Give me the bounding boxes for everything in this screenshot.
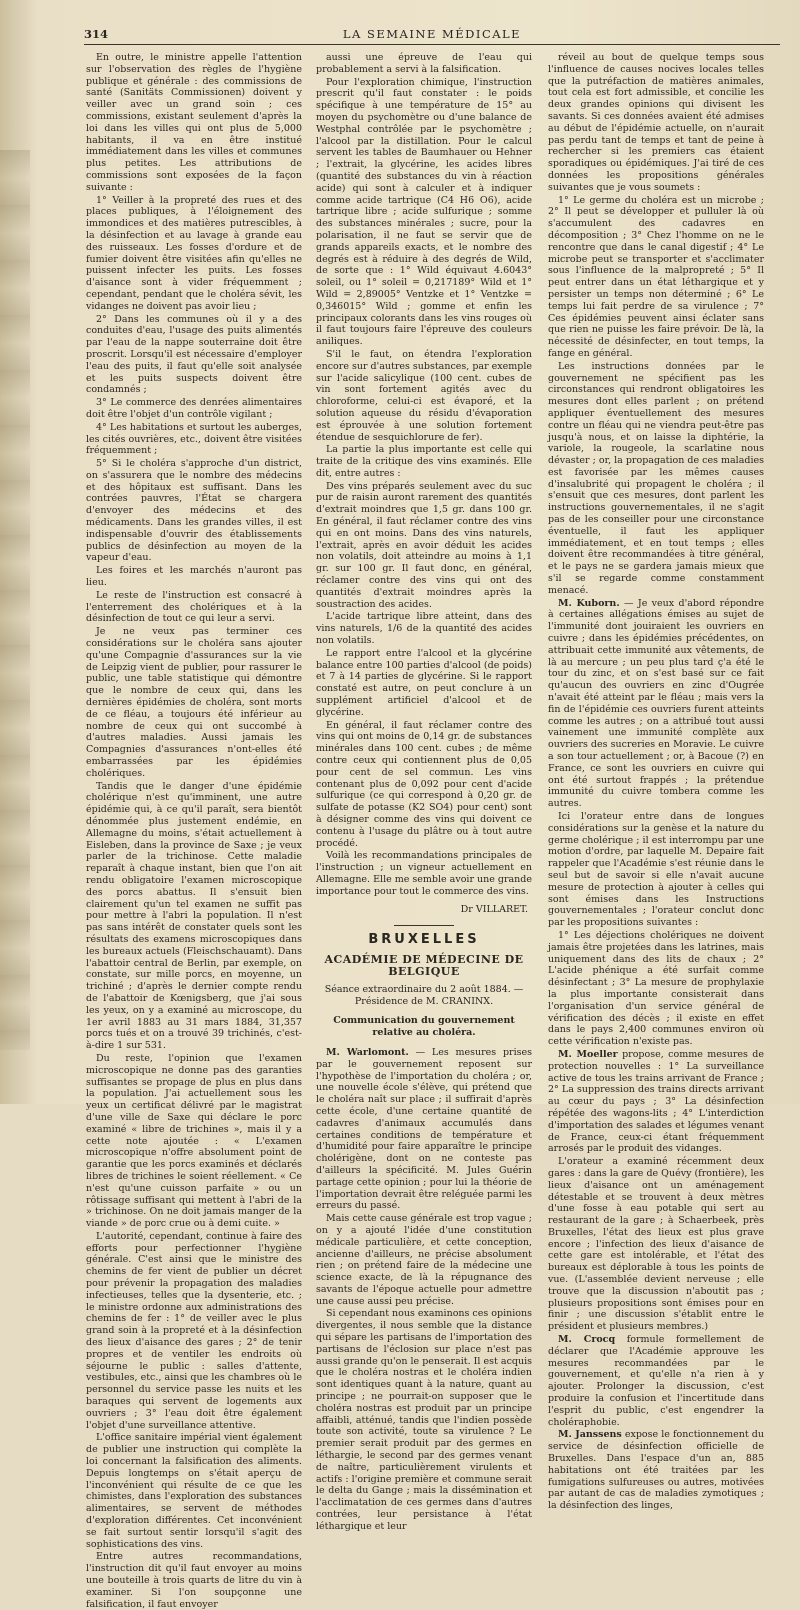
paragraph [316, 1047, 532, 1212]
speaker-name: M. Janssens [558, 1429, 622, 1441]
paragraph-text: expose le fonctionnement du service de désinfection officielle de Bruxelles. Dans l'espace d'un an, 885 habitations ont été traitées par les fumigations sulfureuses ou autres, motivées par autant de cas de maladies zymotiques ; la désinfection des linges, [548, 1429, 764, 1512]
paragraph: La partie la plus importante est celle qui traite de la critique des vins examinés. Elle dit, entre autres : [316, 444, 532, 479]
paragraph: 2° Dans les communes où il y a des conduites d'eau, l'usage des puits alimentés par l'eau de la nappe souterraine doit être proscrit. Lorsqu'il est nécessaire d'employer l'eau des puits, il faut qu'elle soit analysée et les puits suspects doivent être condamnés ; [86, 313, 302, 396]
page-number: 314 [84, 27, 109, 41]
paragraph: 5° Si le choléra s'approche d'un district, on s'assurera que le nombre des médecins et des hôpitaux est suffisant. Dans les contrées pauvres, l'État se chargera d'envoyer des médecins et des médicaments. Dans les grandes villes, il est indispensable d'ouvrir des établissements publics de désinfection au moyen de la vapeur d'eau. [86, 458, 302, 564]
paragraph: Des vins préparés seulement avec du suc pur de raisin auront rarement des quantités d'extrait moindres que 1,5 gr. dans 100 gr. En général, il faut réclamer contre des vins qui en ont moins. Dans des vins naturels, l'extrait, après en avoir déduit les acides non volatils, doit atteindre au moins à 1,1 gr. sur 100 gr. Il faut donc, en général, réclamer contre des vins qui ont des quantités d'extrait moindres après la soustraction des acides. [316, 480, 532, 610]
paragraph: 4° Les habitations et surtout les auberges, les cités ouvrières, etc., doivent être visitées fréquemment ; [86, 421, 302, 457]
divider [394, 925, 454, 926]
paragraph: L'acide tartrique libre atteint, dans des vins naturels, 1/6 de la quantité des acides non volatils. [316, 611, 532, 647]
paragraph: Entre autres recommandations, l'instruction dit qu'il faut envoyer au moins une bouteille à trois quarts de litre du vin à examiner. Si l'on soupçonne une falsification, il faut envoyer [86, 1551, 302, 1610]
speaker-name: M. Kuborn. [558, 597, 620, 609]
column-3 [548, 52, 765, 1512]
academy-heading: ACADÉMIE DE MÉDECINE DE BELGIQUE [324, 953, 524, 978]
speaker-name: M. Moeller [558, 1048, 618, 1060]
speaker-name: M. Warlomont. [326, 1046, 409, 1058]
paragraph-text: — Les mesures prises par le gouvernement reposent sur l'hypothèse de l'importation du choléra ; or, une nouvelle école s'élève, qui prétend que le choléra naît sur place ; il suffirait d'après cette école, d'une certaine quantité de cadavres d'animaux accumulés dans certaines conditions de température et d'humidité pour faire apparaître le principe cholérigène, dont on ne conteste pas d'ailleurs la spécificité. M. Jules Guérin partage cette opinion ; pour lui la théorie de l'importation devrait être reléguée parmi les erreurs du passé. [316, 1046, 532, 1212]
paragraph [548, 1429, 764, 1512]
paragraph: Ici l'orateur entre dans de longues considérations sur la genèse et la nature du germe cholérique ; il est interrompu par une motion d'ordre, par laquelle M. Depaire fait rappeler que l'Académie s'est réunie dans le seul but de savoir si elle n'avait aucune mesure de protection à ajouter à celles qui sont émises dans les Instructions gouvernementales ; l'orateur conclut donc par les propositions suivantes : [548, 811, 764, 929]
paragraph: aussi une épreuve de l'eau qui probablement a servi à la falsification. [316, 52, 532, 75]
journal-title: LA SEMAINE MÉDICALE [342, 27, 522, 41]
paragraph: L'autorité, cependant, continue à faire des efforts pour perfectionner l'hygiène générale. C'est ainsi que le ministre des chemins de fer vient de publier un décret pour prévenir la propagation des maladies infectieuses, telles que la dysenterie, etc. ; le ministre ordonne aux administrations des chemins de fer : 1° de veiller avec le plus grand soin à la propreté et à la désinfection des lieux d'aisance des gares ; 2° de tenir propres et de ventiler les endroits où séjourne le public : salles d'attente, vestibules, etc., ainsi que les chambres où le personnel du service passe les nuits et les baraques qui servent de logements aux ouvriers ; 3° l'eau doit être également l'objet d'une surveillance attentive. [86, 1230, 302, 1431]
paragraph: En outre, le ministre appelle l'attention sur l'observation des règles de l'hygiène publique et générale : des commissions de santé (Sanitäts Commissionen) doivent y veiller avec un grand soin ; ces commissions, existant seulement d'après la loi dans les villes qui ont plus de 5,000 habitants, il va en être institué immédiatement dans les villes et communes plus petites. Les attributions de commissions sont exposées de la façon suivante : [86, 52, 302, 193]
paragraph: Si cependant nous examinons ces opinions divergentes, il nous semble que la distance qui sépare les partisans de l'importation des partisans de l'éclosion sur place n'est pas aussi grande qu'on le penserait. Il est acquis que le choléra nostras et le choléra indien sont identiques quant à la nature, quant au principe ; ne pourrait-on supposer que le choléra nostras est produit par un principe affaibli, atténué, tandis que l'indien possède toute son activité, toute sa virulence ? Le premier serait produit par des germes en léthargie, le second par des germes venant de naître, particulièrement virulents et actifs : l'origine première et commune serait le delta du Gange ; mais la dissémination et l'acclimatation de ces germes dans d'autres contrées, leur persistance à l'état léthargique et leur [316, 1308, 532, 1532]
speaker-name: M. Crocq [558, 1334, 616, 1346]
paragraph-text: propose, comme mesures de protection nouvelles : 1° La surveillance active de tous les trains arrivant de France ; 2° La suppression des trains directs arrivant au cœur du pays ; 3° La désinfection répétée des wagons-lits ; 4° L'interdiction d'importation des salades et légumes venant de France, ceux-ci étant fréquemment arrosés par le produit des vidanges. [548, 1048, 765, 1155]
paragraph: S'il le faut, on étendra l'exploration encore sur d'autres substances, par exemple sur l'acide salicylique (100 cent. cubes de vin sont fortement agités avec du chloroforme, celui-ci est évaporé, et la solution aqueuse du résidu d'évaporation est éprouvée à une solution fortement étendue de sesquichlorure de fer). [316, 348, 532, 443]
paragraph: Je ne veux pas terminer ces considérations sur le choléra sans ajouter qu'une Compagnie d'assurances sur la vie de Leipzig vient de publier, pour rassurer le public, une table statistique qui démontre que le nombre de ceux qui, dans les dernières épidémies de choléra, sont morts de ce fléau, a toujours été inférieur au nombre de ceux qui ont succombé à d'autres maladies. Aussi jamais les Compagnies d'assurances n'ont-elles été embarrassées par les épidémies cholériques. [86, 626, 302, 779]
paragraph: Du reste, l'opinion que l'examen microscopique ne donne pas des garanties suffisantes se propage de plus en plus dans la population. J'ai actuellement sous les yeux un certificat délivré par le magistrat d'une ville de Saxe qui déclare le porc examiné « libre de trichines », mais il y a cette note ajoutée : « L'examen microscopique n'offre absolument point de garantie que les porcs examinés et déclarés libres de trichines le soient réellement. « Ce n'est qu'une cuisson parfaite » ou un rôtissage suffisant qui mettent à l'abri de la » trichinose. On ne doit jamais manger de la viande » de porc crue ou à demi cuite. » [86, 1052, 302, 1230]
paragraph [548, 1334, 764, 1428]
paragraph: Les foires et les marchés n'auront pas lieu. [86, 565, 302, 589]
column-2 [316, 52, 532, 1532]
paragraph: En général, il faut réclamer contre des vins qui ont moins de 0,14 gr. de substances minérales dans 100 cent. cubes ; de même contre ceux qui contiennent plus de 0,05 pour cent de sel commun. Les vins contenant plus de 0,092 pour cent d'acide sulfurique (ce qui correspond à 0,20 gr. de sulfate de potasse (K2 SO4) pour cent) sont à désigner comme des vins qui doivent ce contenu à l'usage du plâtre ou à tout autre procédé. [316, 719, 532, 849]
paragraph [548, 1049, 764, 1155]
author-signature: Dr VILLARET. [460, 903, 528, 915]
paragraph: Voilà les recommandations principales de l'instruction ; un vigneur actuellement en Allemagne. Elle me semble avoir une grande importance pour tout le commerce des vins. [316, 850, 532, 897]
paragraph: Pour l'exploration chimique, l'instruction prescrit qu'il faut constater : le poids spécifique à une température de 15° au moyen du psychomètre ou d'une balance de Westphal contrôlée par le psychomètre ; l'alcool par la distillation. Pour le calcul servent les tables de Baumhauer ou Hehner ; l'extrait, la glycérine, les acides libres (quantité des substances du vin à réaction acide) qui sont à calculer et à indiquer comme acide tartrique (C4 H6 O6), acide tartrique libre ; acide sulfurique ; somme des substances minérales ; sucre, pour la polarisation, il ne faut se servir que de grands appareils exacts, et le nombre des degrés est à réduire à des degrés de Wild, de sorte que : 1° Wild équivaut 4.6043° soleil, ou 1° soleil = 0,217189° Wild et 1° Wild = 2,89005° Ventzke et 1° Ventzke = 0,346015° Wild ; gomme et enfin les principaux colorants dans les vins rouges où il faut toujours faire l'épreuve des couleurs aniliques. [316, 76, 532, 348]
column-1 [86, 52, 302, 1610]
communication-title: Communication du gouvernement relative au choléra. [333, 1015, 515, 1039]
paragraph: réveil au bout de quelque temps sous l'influence de causes nocives locales telles que la putréfaction de matières animales, tout cela est fort admissible, et concilie les deux grandes opinions qui divisent les savants. Si ces données avaient été admises au début de l'épidémie actuelle, on n'aurait pas perdu tant de temps et tant de peine à rechercher si les premiers cas étaient sporadiques ou épidémiques. J'ai tiré de ces données les propositions générales suivantes que je vous soumets : [548, 52, 764, 193]
paragraph: 1° Veiller à la propreté des rues et des places publiques, à l'éloignement des immondices et des matières putrescibles, à la désinfection et au lavage à grande eau des ruisseaux. Les fosses d'ordure et de fumier doivent être visitées afin qu'elles ne puissent infecter les puits. Les fosses d'aisance sont à vider fréquemment ; cependant, pendant que le choléra sévit, les vidanges ne doivent pas avoir lieu ; [86, 194, 302, 312]
paragraph-text: — Je veux d'abord répondre à certaines allégations émises au sujet de l'immunité dont jouiraient les ouvriers en cuivre ; dans les épidémies précédentes, on attribuait cette immunité aux vêtements, de là au mercure ; un peu plus tard ç'a été le tour du zinc, et on s'est basé sur ce fait qu'aucun des ouvriers en zinc d'Ougrée n'avait été atteint par le fléau ; mais vers la fin de l'épidémie ces ouvriers furent atteints comme les autres ; on a attribué tout aussi vainement une immunité complète aux ouvriers des sucreries en Moravie. Le cuivre a son tour actuellement ; or, à Bacoue (?) en France, ce sont les ouvriers en cuivre qui ont été surtout frappés ; la prétendue immunité du cuivre tombera comme les autres. [548, 597, 764, 810]
paragraph: Mais cette cause générale est trop vague ; on y a ajouté l'idée d'une constitution médicale particulière, et cette conception, ancienne d'ailleurs, ne précise absolument rien ; on prétend faire de la médecine une science exacte, de là la répugnance des savants de l'époque actuelle pour admettre une cause aussi peu précise. [316, 1213, 532, 1307]
paragraph: Les instructions données par le gouvernement ne spécifient pas les circonstances qui rendront obligatoires les mesures dont elles parlent ; on prétend appliquer éventuellement des mesures contre un fléau qui ne viendra peut-être pas jusqu'à nous, et on laisse la diphtérie, la variole, la rougeole, la scarlatine nous dévaster ; or, la propagation de ces maladies est favorisée par les mêmes causes d'insalubrité qui propagent le choléra ; il s'ensuit que ces mesures, dont parlent les instructions gouvernementales, il ne s'agit pas de les conseiller pour une circonstance éventuelle, il faut les appliquer immédiatement, et en tout temps ; elles doivent être recommandées à titre général, et le pays ne se gardera jamais mieux que s'il se regarde comme constamment menacé. [548, 360, 764, 596]
paragraph: Le rapport entre l'alcool et la glycérine balance entre 100 parties d'alcool (de poids) et 7 à 14 parties de glycérine. Si le rapport constaté est autre, on peut conclure à un supplément artificiel d'alcool et de glycérine. [316, 647, 532, 718]
paragraph: 3° Le commerce des denrées alimentaires doit être l'objet d'un contrôle vigilant ; [86, 397, 302, 420]
paragraph: Tandis que le danger d'une épidémie cholérique n'est qu'imminent, une autre épidémie qui, à ce qu'il paraît, sera bientôt dénommée plus justement endémie, en Allemagne du moins, s'était actuellement à Eisleben, dans la province de Saxe ; je veux parler de la trichinose. Cette maladie reparaît à chaque instant, bien que l'on ait rendu obligatoire l'examen microscopique des porcs abattus. Il s'ensuit bien clairement qu'un tel examen ne suffit pas pour mettre à l'abri la population. Il n'est pas sans intérêt de constater quels sont les résultats des examens microscopiques dans les bureaux actuels (Fleischschauamt). Dans l'abattoir central de Berlin, par exemple, on constate, sur mille porcs, en moyenne, un trichiné ; d'après le dernier compte rendu de l'abattoir de Kœnigsberg, que j'ai sous les yeux, on y a examiné au microscope, du 1er avril 1883 au 31 mars 1884, 31,357 porcs tués et on a trouvé 39 trichinés, c'est-à-dire 1 sur 531. [86, 780, 302, 1052]
paragraph [548, 598, 764, 810]
margin-stain [0, 150, 30, 1050]
paragraph: Le reste de l'instruction est consacré à l'enterrement des cholériques et à la désinfection de tout ce qui leur a servi. [86, 589, 302, 625]
session-line: Séance extraordinaire du 2 août 1884. — Présidence de M. CRANINX. [324, 983, 524, 1007]
paragraph-text: formule formellement de déclarer que l'Académie approuve les mesures recommandées par le gouvernement, et qu'elle n'a rien à y ajouter. Prolonger la discussion, c'est produire la confusion et l'incertitude dans l'esprit du public, c'est engendrer la choléraphobie. [548, 1334, 764, 1428]
paragraph: L'office sanitaire impérial vient également de publier une instruction qui complète la loi concernant la falsification des aliments. Depuis longtemps on s'était aperçu de l'inconvénient qui résulte de ce que les chimistes, dans l'exploration des substances alimentaires, se servent de méthodes d'exploration différentes. Cet inconvénient se fait surtout sentir lorsqu'il s'agit des sophistications des vins. [86, 1432, 302, 1550]
paragraph: 1° Les déjections cholériques ne doivent jamais être projetées dans les latrines, mais uniquement dans des lits de chaux ; 2° L'acide phénique a été surfait comme désinfectant ; 3° La mesure de prophylaxie la plus importante consisterait dans l'organisation d'un service général de vérification des décès ; il existe en effet dans le pays 2,400 communes environ où cette vérification n'existe pas. [548, 929, 764, 1048]
paragraph: 1° Le germe du choléra est un microbe ; 2° Il peut se développer et pulluler là où s'accumulent des cadavres en décomposition ; 3° Chez l'homme on ne le rencontre que dans le canal digestif ; 4° Le microbe peut se transporter et s'acclimater sous l'influence de la malpropreté ; 5° Il peut entrer dans un état léthargique et y persister un temps non déterminé ; 6° Le temps lui fait perdre de sa virulence ; 7° Ces épidémies peuvent ainsi éclater sans que rien ne puisse les faire prévoir. De là, la nécessité de désinfecter, en tout temps, la fange en général. [548, 194, 764, 359]
section-title: BRUXELLES [368, 932, 480, 948]
running-header [84, 22, 780, 45]
paragraph: L'orateur a examiné récemment deux gares : dans la gare de Quévy (frontière), les lieux d'aisance ont un aménagement détestable et se trouvent à deux mètres d'une fosse à eau potable qui sert au restaurant de la gare ; à Schaerbeek, près Bruxelles, l'état des lieux est plus grave encore ; l'infection des lieux d'aisance de cette gare est intolérable, et l'état des bureaux est déplorable à tous les points de vue. (L'assemblée devient nerveuse ; elle trouve que la discussion n'aboutit pas ; plusieurs propositions sont émises pour en finir ; une discussion s'établit entre le président et plusieurs membres.) [548, 1156, 764, 1333]
